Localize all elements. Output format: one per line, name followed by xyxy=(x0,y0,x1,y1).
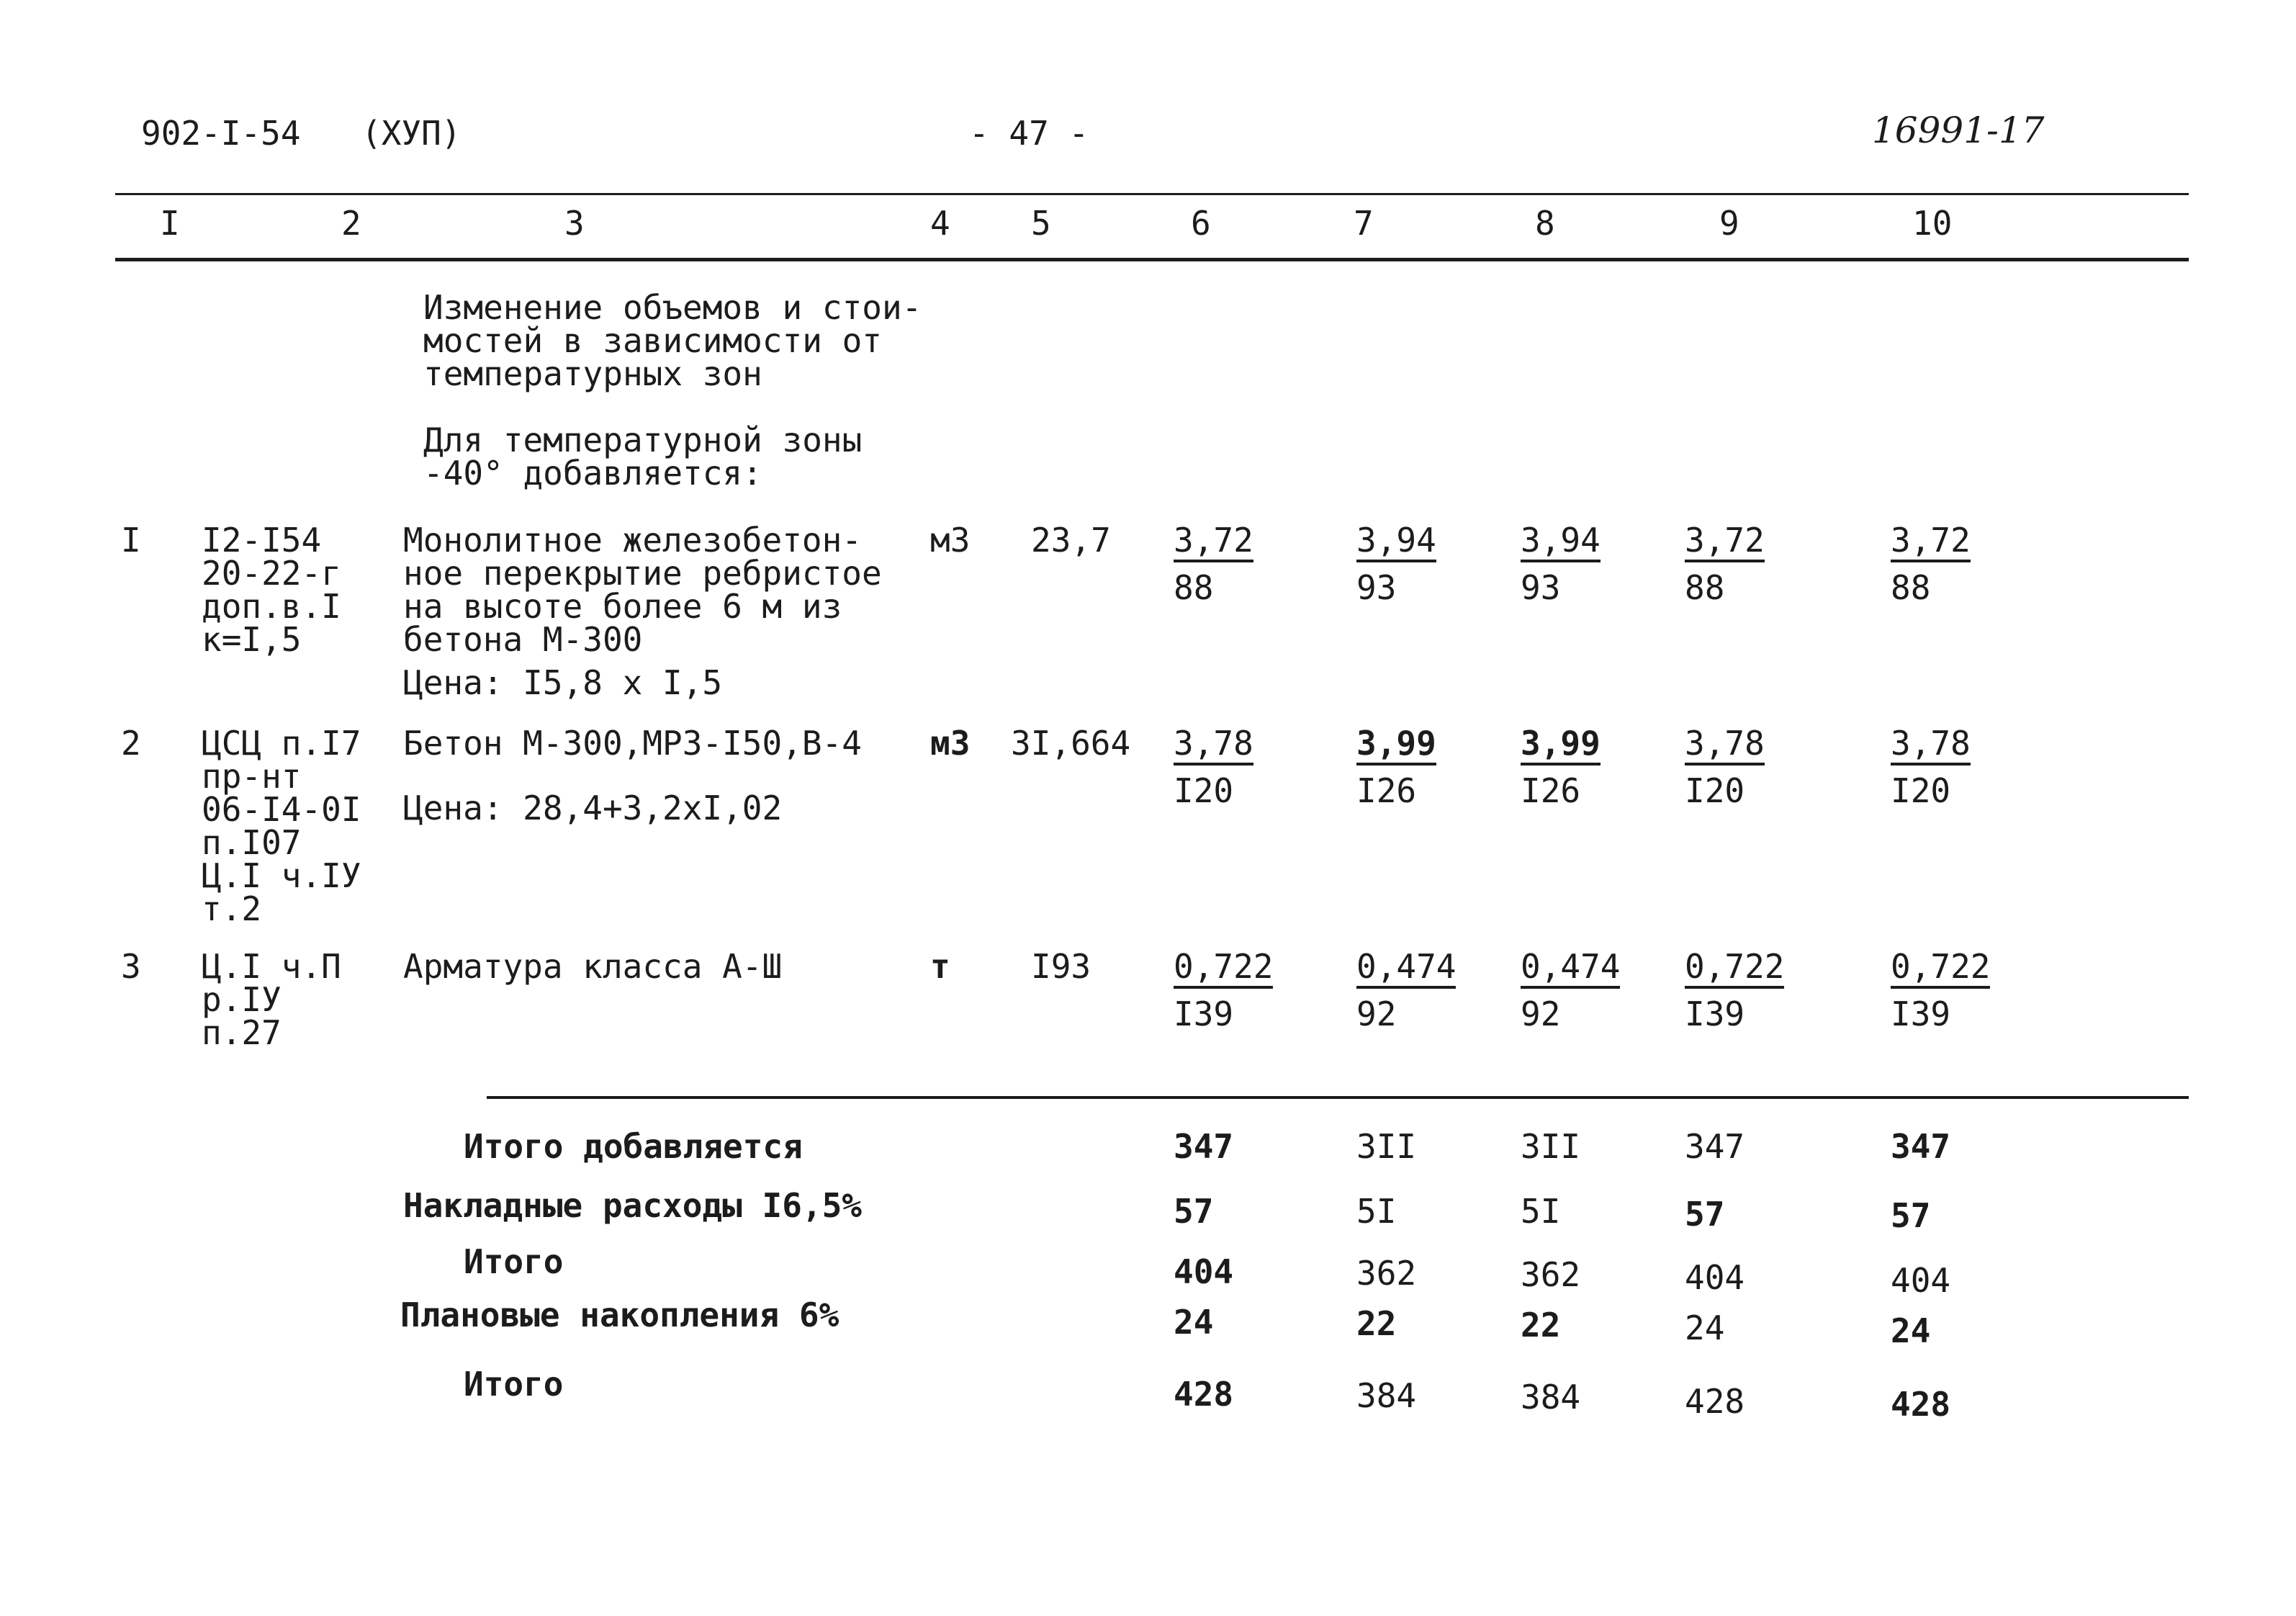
total-cost: 93 xyxy=(1356,568,1397,607)
totals-label: Итого xyxy=(464,1242,564,1281)
row-number: 2 xyxy=(121,724,141,763)
total-cost: I39 xyxy=(1891,995,1951,1033)
totals-value: 24 xyxy=(1174,1303,1214,1342)
totals-label: Итого добавляется xyxy=(464,1127,803,1166)
totals-value: 24 xyxy=(1891,1311,1931,1350)
total-cost: 92 xyxy=(1521,995,1561,1033)
value-cell xyxy=(1521,948,1679,1032)
value-cell xyxy=(1685,522,1843,606)
value-cell xyxy=(1521,725,1679,809)
unit-cost: 3,72 xyxy=(1685,522,1765,562)
totals-value: 362 xyxy=(1521,1255,1581,1294)
header-rule-top xyxy=(115,193,2189,195)
unit-cost: 3,99 xyxy=(1521,725,1601,766)
row-code: I2-I54 20-22-г доп.в.I к=I,5 xyxy=(202,521,341,659)
totals-rule xyxy=(487,1096,2189,1099)
total-cost: I20 xyxy=(1174,771,1234,810)
column-header: 3 xyxy=(564,204,585,243)
totals-label: Накладные расходы I6,5% xyxy=(403,1186,862,1225)
totals-value: 404 xyxy=(1685,1258,1745,1297)
value-cell xyxy=(1174,948,1332,1032)
total-cost: I20 xyxy=(1685,771,1745,810)
row-description: Бетон М-300,МРЗ-I50,В-4 xyxy=(403,724,862,763)
volume-label: (ХУП) xyxy=(361,114,462,153)
column-header: 10 xyxy=(1912,204,1953,243)
column-header: 8 xyxy=(1535,204,1555,243)
totals-value: 57 xyxy=(1891,1196,1931,1235)
header-rule-bottom xyxy=(115,258,2189,261)
totals-value: 384 xyxy=(1521,1378,1581,1417)
totals-value: 404 xyxy=(1174,1252,1234,1291)
row-description: Арматура класса А-Ш xyxy=(403,947,783,986)
unit-cost: 0,474 xyxy=(1356,948,1456,989)
row-number: I xyxy=(121,521,141,560)
unit-cost: 3,99 xyxy=(1356,725,1436,766)
totals-value: 5I xyxy=(1521,1192,1561,1231)
totals-value: 22 xyxy=(1521,1306,1561,1345)
row-code: ЦСЦ п.I7 пр-нт 06-I4-0I п.I07 Ц.I ч.IУ т.2 xyxy=(202,724,361,928)
totals-value: 428 xyxy=(1891,1385,1951,1424)
total-cost: I39 xyxy=(1174,995,1234,1033)
totals-value: 22 xyxy=(1356,1304,1397,1343)
column-header: 2 xyxy=(341,204,361,243)
unit-cost: 3,78 xyxy=(1891,725,1971,766)
unit-cost: 3,78 xyxy=(1685,725,1765,766)
totals-label: Итого xyxy=(464,1365,564,1404)
totals-value: 3II xyxy=(1356,1127,1417,1166)
unit-cost: 0,474 xyxy=(1521,948,1620,989)
total-cost: 88 xyxy=(1891,568,1931,607)
row-quantity: 23,7 xyxy=(1031,521,1111,560)
section-subtitle: Для температурной зоны -40° добавляется: xyxy=(423,421,863,493)
unit-cost: 0,722 xyxy=(1174,948,1273,989)
row-number: 3 xyxy=(121,947,141,986)
value-cell xyxy=(1174,725,1332,809)
section-title: Изменение объемов и стои- мостей в зависимости от температурных зон xyxy=(423,288,922,393)
total-cost: 88 xyxy=(1174,568,1214,607)
row-unit: м3 xyxy=(930,724,971,763)
totals-value: 347 xyxy=(1685,1127,1745,1166)
value-cell xyxy=(1356,725,1515,809)
unit-cost: 3,72 xyxy=(1174,522,1253,562)
value-cell xyxy=(1174,522,1332,606)
unit-cost: 0,722 xyxy=(1685,948,1784,989)
value-cell xyxy=(1685,948,1843,1032)
value-cell xyxy=(1891,725,2049,809)
row-unit: т xyxy=(930,947,950,986)
total-cost: 88 xyxy=(1685,568,1725,607)
total-cost: I39 xyxy=(1685,995,1745,1033)
totals-value: 24 xyxy=(1685,1308,1725,1347)
column-header: I xyxy=(160,204,180,243)
totals-value: 3II xyxy=(1521,1127,1581,1166)
column-header: 6 xyxy=(1191,204,1211,243)
totals-value: 384 xyxy=(1356,1376,1417,1415)
value-cell xyxy=(1891,948,2049,1032)
totals-value: 347 xyxy=(1891,1127,1951,1166)
page-number: - 47 - xyxy=(969,114,1089,153)
value-cell xyxy=(1685,725,1843,809)
unit-cost: 3,78 xyxy=(1174,725,1253,766)
unit-cost: 0,722 xyxy=(1891,948,1990,989)
row-quantity: I93 xyxy=(1031,947,1091,986)
totals-value: 428 xyxy=(1685,1382,1745,1421)
value-cell xyxy=(1891,522,2049,606)
total-cost: 92 xyxy=(1356,995,1397,1033)
totals-label: Плановые накопления 6% xyxy=(400,1296,839,1334)
column-header: 4 xyxy=(930,204,950,243)
row-price: Цена: 28,4+3,2хI,02 xyxy=(403,789,783,827)
value-cell xyxy=(1356,948,1515,1032)
row-description: Монолитное железобетон- ное перекрытие ребристое на высоте более 6 м из бетона М-300 xyxy=(403,521,882,659)
totals-value: 57 xyxy=(1685,1195,1725,1234)
total-cost: I26 xyxy=(1521,771,1581,810)
row-code: Ц.I ч.П р.IУ п.27 xyxy=(202,947,341,1052)
unit-cost: 3,72 xyxy=(1891,522,1971,562)
totals-value: 57 xyxy=(1174,1192,1214,1231)
total-cost: I26 xyxy=(1356,771,1417,810)
column-header: 9 xyxy=(1719,204,1739,243)
column-header: 7 xyxy=(1354,204,1374,243)
value-cell xyxy=(1521,522,1679,606)
totals-value: 347 xyxy=(1174,1127,1234,1166)
doc-code: 902-I-54 xyxy=(141,114,301,153)
row-price: Цена: I5,8 x I,5 xyxy=(403,663,723,702)
row-quantity: 3I,664 xyxy=(1011,724,1131,763)
totals-value: 404 xyxy=(1891,1261,1951,1300)
unit-cost: 3,94 xyxy=(1356,522,1436,562)
row-unit: м3 xyxy=(930,521,971,560)
totals-value: 362 xyxy=(1356,1254,1417,1293)
sheet-number: 16991-17 xyxy=(1872,109,2045,151)
column-header: 5 xyxy=(1031,204,1051,243)
total-cost: I20 xyxy=(1891,771,1951,810)
unit-cost: 3,94 xyxy=(1521,522,1601,562)
total-cost: 93 xyxy=(1521,568,1561,607)
value-cell xyxy=(1356,522,1515,606)
totals-value: 428 xyxy=(1174,1375,1234,1414)
totals-value: 5I xyxy=(1356,1192,1397,1231)
